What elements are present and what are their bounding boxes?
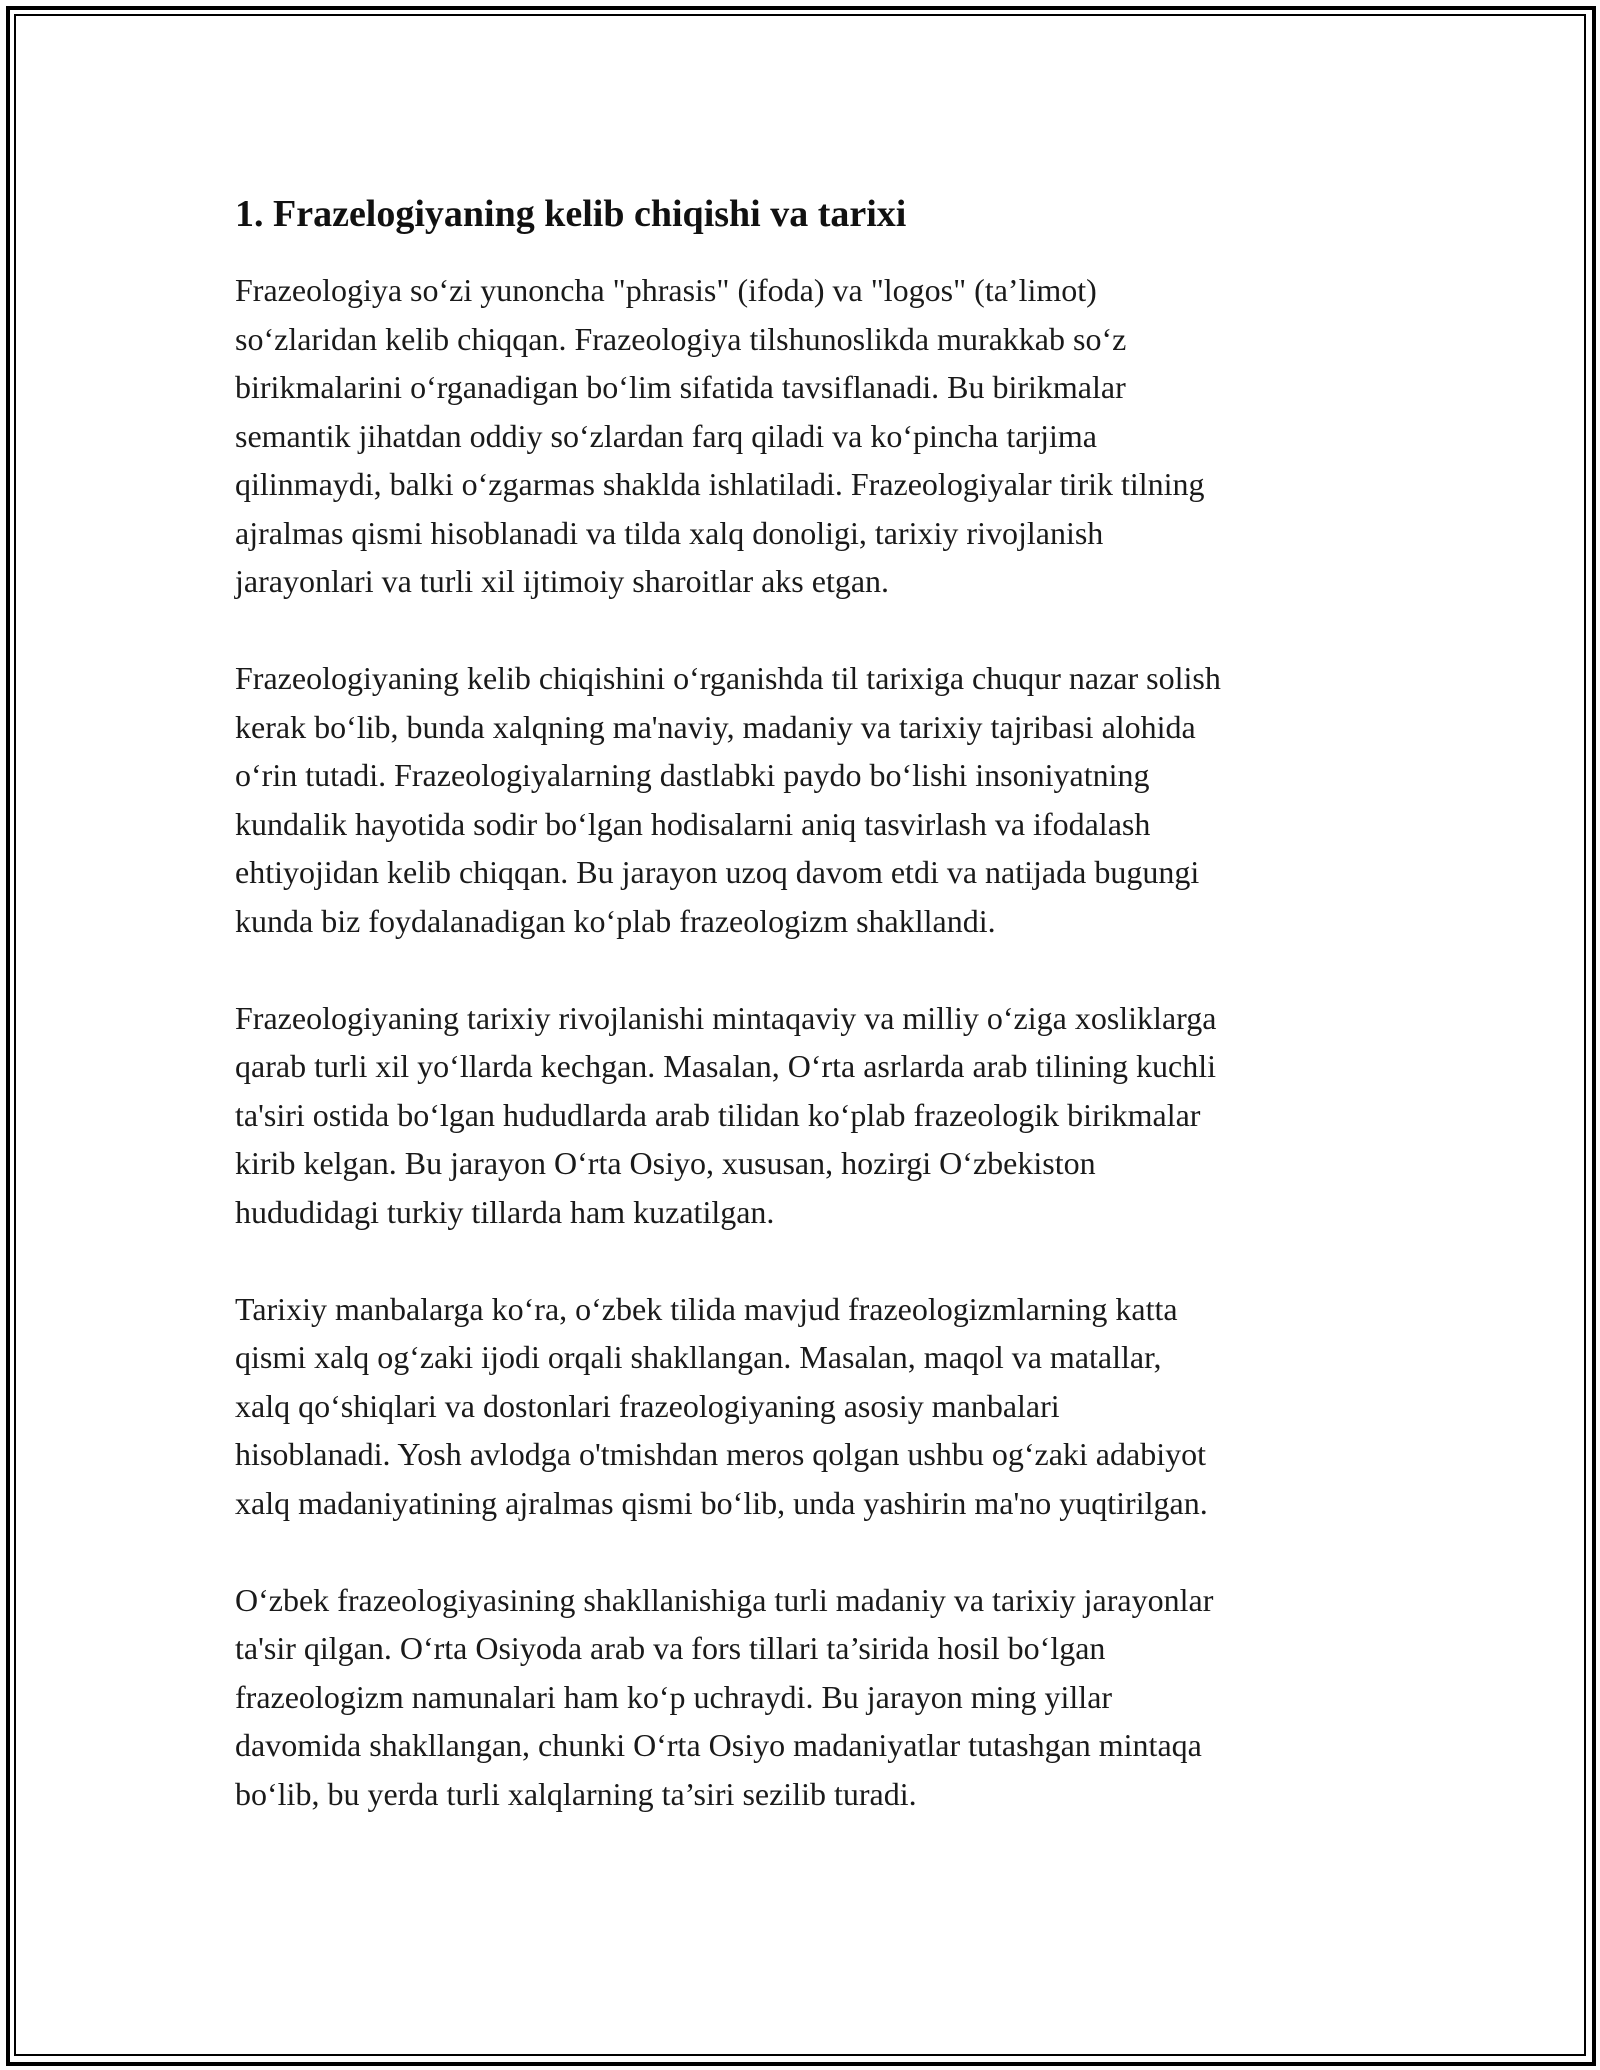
paragraph-5: O‘zbek frazeologiyasining shakllanishiga turli madaniy va tarixiy jarayonlar ta'sir qilgan. O‘rta Osiyoda arab va fors tillari ta’sirida hosil bo‘lgan frazeologizm namunalari ham ko‘p uchraydi. Bu jarayon ming yillar davomida shakllangan, chunki O‘rta Osiyo madaniyatlar tutashgan mintaqa bo‘lib, bu yerda turli xalqlarning ta’siri sezilib turadi. xyxy=(235,1581,1214,1812)
document-body xyxy=(235,190,1375,1867)
section-heading: 1. Frazelogiyaning kelib chiqishi va tarixi xyxy=(235,193,907,235)
paragraph-1: Frazeologiya so‘zi yunoncha "phrasis" (ifoda) va "logos" (ta’limot) so‘zlaridan kelib chiqqan. Frazeologiya tilshunoslikda murakkab so‘z birikmalarini o‘rganadigan bo‘lim sifatida tavsiflanadi. Bu birikmalar semantik jihatdan oddiy so‘zlardan farq qiladi va ko‘pincha tarjima qilinmaydi, balki o‘zgarmas shaklda ishlatiladi. Frazeologiyalar tirik tilning ajralmas qismi hisoblanadi va tilda xalq donoligi, tarixiy rivojlanish jarayonlari va turli xil ijtimoiy sharoitlar aks etgan. xyxy=(235,272,1205,599)
paragraph-4: Tarixiy manbalarga ko‘ra, o‘zbek tilida mavjud frazeologizmlarning katta qismi xalq og‘zaki ijodi orqali shakllangan. Masalan, maqol va matallar, xalq qo‘shiqlari va dostonlari frazeologiyaning asosiy manbalari hisoblanadi. Yosh avlodga o'tmishdan meros qolgan ushbu og‘zaki adabiyot xalq madaniyatining ajralmas qismi bo‘lib, unda yashirin ma'no yuqtirilgan. xyxy=(235,1290,1208,1521)
paragraph-2: Frazeologiyaning kelib chiqishini o‘rganishda til tarixiga chuqur nazar solish kerak bo‘lib, bunda xalqning ma'naviy, madaniy va tarixiy tajribasi alohida o‘rin tutadi. Frazeologiyalarning dastlabki paydo bo‘lishi insoniyatning kundalik hayotida sodir bo‘lgan hodisalarni aniq tasvirlash va ifodalash ehtiyojidan kelib chiqqan. Bu jarayon uzoq davom etdi va natijada bugungi kunda biz foydalanadigan ko‘plab frazeologizm shakllandi. xyxy=(235,660,1221,939)
paragraph-3: Frazeologiyaning tarixiy rivojlanishi mintaqaviy va milliy o‘ziga xosliklarga qarab turli xil yo‘llarda kechgan. Masalan, O‘rta asrlarda arab tilining kuchli ta'siri ostida bo‘lgan hududlarda arab tilidan ko‘plab frazeologik birikmalar kirib kelgan. Bu jarayon O‘rta Osiyo, xususan, hozirgi O‘zbekiston hududidagi turkiy tillarda ham kuzatilgan. xyxy=(235,999,1217,1230)
